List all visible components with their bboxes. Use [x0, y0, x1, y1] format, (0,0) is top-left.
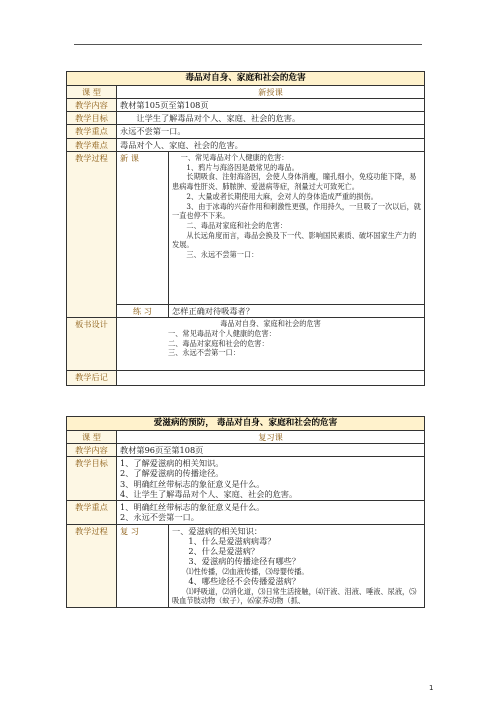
goal-label: 教学目标: [67, 112, 117, 125]
new-lesson-line: 三、永远不尝第一口：: [186, 250, 259, 260]
header-rule: [74, 44, 422, 45]
lesson-plan-table-1: [66, 71, 425, 386]
goal-label: 教学目标: [67, 457, 117, 501]
practice-value: 怎样正确对待吸毒者？: [169, 304, 425, 317]
new-lesson-line: 二、毒品对家庭和社会的危害：: [186, 221, 288, 231]
goal-line: 1、了解爱滋病的相关知识。: [120, 458, 224, 469]
goal-line: 3、明确红丝带标志的象征意义是什么。: [120, 478, 265, 489]
board-line: 二、毒品对家庭和社会的危害：: [168, 338, 269, 348]
review-line: 3、爱滋病的传播途径有哪些？: [188, 556, 301, 567]
difficulty-label: 教学难点: [67, 138, 117, 151]
content-value: 教材第105页至第108页: [117, 98, 425, 111]
lesson-plan-table-2: [66, 416, 425, 608]
board-line: 一、常见毒品对个人健康的危害：: [168, 328, 276, 338]
review-line: 1、什么是爱滋病病毒？: [188, 535, 276, 546]
process-label: 教学过程: [67, 524, 117, 607]
postscript-label: 教学后记: [67, 371, 117, 386]
type-value: 新授课: [117, 85, 425, 98]
review-label: 复 习: [117, 524, 169, 607]
key-point-content: [117, 501, 425, 525]
key-line: 2、永远不尝第一口。: [120, 512, 199, 523]
process-label: 教学过程: [67, 151, 117, 317]
postscript-value: [117, 371, 425, 386]
board-title: 毒品对自身、家庭和社会的危害: [220, 319, 321, 329]
goal-line: 4、让学生了解毒品对个人、家庭、社会的危害。: [120, 488, 298, 499]
new-lesson-line: 1、鸦片与海洛因是最常见的毒品。: [186, 162, 299, 172]
difficulty-value: 毒品对个人、家庭、社会的危害。: [117, 138, 425, 151]
content-value: 教材第96页至第108页: [117, 443, 425, 456]
review-line: 一、爱滋病的相关知识：: [172, 525, 263, 536]
new-lesson-label: 新 课: [117, 151, 169, 304]
type-label: 课 型: [67, 430, 117, 443]
goal-line: 2、了解爱滋病的传播途径。: [120, 468, 224, 479]
review-content: [169, 524, 425, 607]
review-line: 4、哪些途径不会传播爱滋病？: [188, 576, 301, 587]
key-line: 1、明确红丝带标志的象征意义是什么。: [120, 502, 265, 513]
goal-value: 让学生了解毒品对个人、家庭、社会的危害。: [117, 112, 425, 125]
practice-label: 练 习: [117, 304, 169, 317]
new-lesson-line: 长期吸食、注射海洛因，会使人身体消瘦，瞳孔细小，免疫功能下降，易患病毒性肝炎、肺脓肿、爱滋病等症，剂量过大可致死亡。: [172, 172, 417, 192]
new-lesson-line: 从长远角度而言，毒品会换及下一代、影响国民素质、破坏国家生产力的发展。: [172, 230, 417, 250]
board-line: 三、永远不尝第一口：: [168, 348, 240, 358]
lesson-title-2: 爱滋病的预防， 毒品对自身、家庭和社会的危害: [67, 417, 425, 431]
new-lesson-content: [169, 151, 425, 304]
content-label: 教学内容: [67, 443, 117, 456]
key-point-value: 永远不尝第一口。: [117, 125, 425, 138]
board-design-content: [117, 318, 425, 371]
type-label: 课 型: [67, 85, 117, 98]
key-point-label: 教学重点: [67, 501, 117, 525]
type-value: 复习课: [117, 430, 425, 443]
goal-content: [117, 457, 425, 501]
page-number: 1: [429, 684, 434, 692]
review-line: 2、什么是爱滋病？: [188, 546, 260, 557]
review-line: ⑴呼吸道，⑵消化道，⑶日常生活接触，⑷汗液、泪液、唾液、尿液，⑸吸血节肢动物（蚊子），⑹家养动物（抓、: [172, 586, 417, 606]
review-line: ⑴性传播，⑵血液传播，⑶母婴传播。: [186, 566, 309, 576]
board-design-label: 板书设计: [67, 318, 117, 371]
new-lesson-line: 2、大量或者长期使用大麻，会对人的身体造成严重的损伤。: [186, 191, 378, 201]
key-point-label: 教学重点: [67, 125, 117, 138]
new-lesson-line: 3、由于冰毒的兴奋作用和刺激性更强，作用持久，一旦吸了一次以后，就一直也停不下来。: [172, 201, 421, 221]
new-lesson-line: 一、常见毒品对个人健康的危害：: [180, 152, 289, 162]
content-label: 教学内容: [67, 98, 117, 111]
lesson-title-1: 毒品对自身、家庭和社会的危害: [67, 72, 425, 86]
